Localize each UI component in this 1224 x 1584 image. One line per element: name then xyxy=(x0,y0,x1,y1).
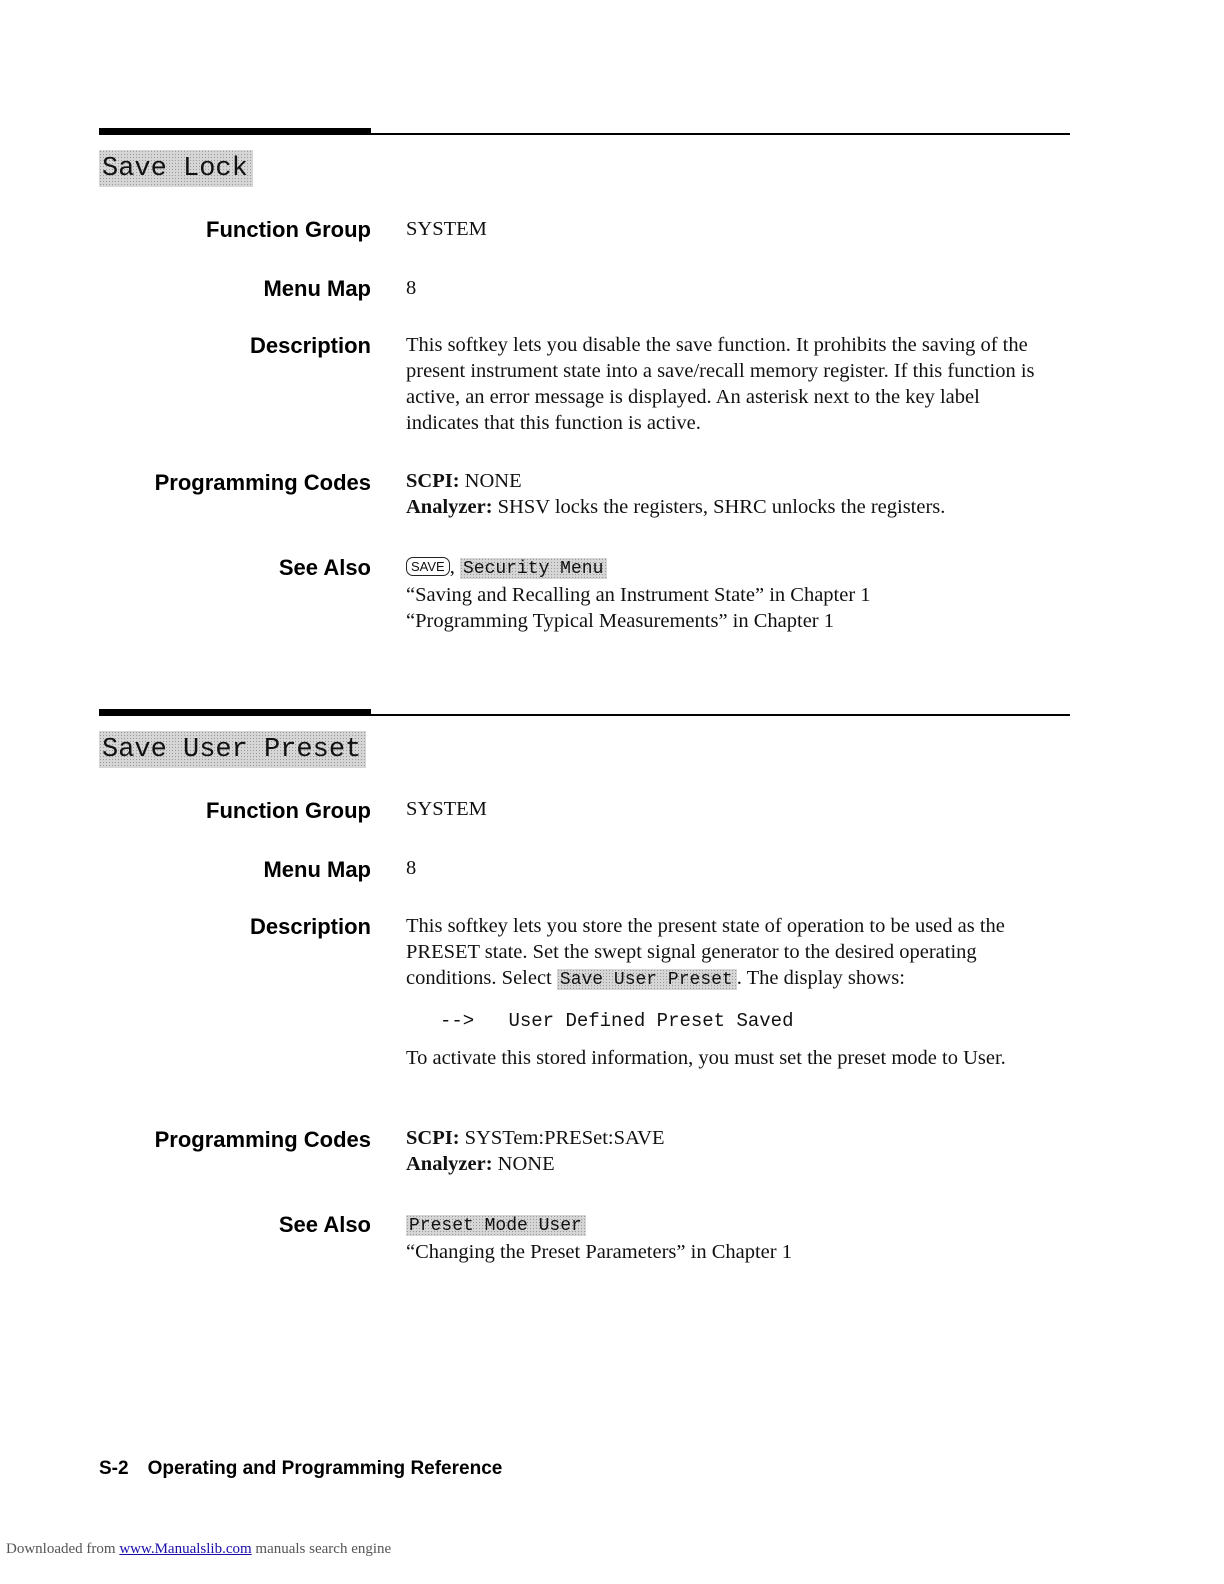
see-also-ref: “Programming Typical Measurements” in Chapter 1 xyxy=(406,610,835,632)
menu-map-value: 8 xyxy=(406,277,417,299)
programming-codes-label: Programming Codes xyxy=(154,1127,371,1152)
section-rule xyxy=(99,709,1070,717)
description-part1: This softkey lets you store the present state of operation to be used as the PRESET state. Set the swept signal generator to the desired operating conditions. Select xyxy=(406,915,1005,989)
programming-codes-label: Programming Codes xyxy=(154,470,371,495)
save-hardkey[interactable]: SAVE xyxy=(406,557,450,576)
download-prefix: Downloaded from xyxy=(6,1541,116,1557)
menu-map-value: 8 xyxy=(406,857,417,879)
menu-map-label: Menu Map xyxy=(263,857,371,882)
page-number: S-2 xyxy=(99,1458,129,1479)
scpi-value: SYSTem:PRESet:SAVE xyxy=(464,1127,665,1149)
description-label: Description xyxy=(249,333,371,358)
display-message-line xyxy=(440,1007,1110,1034)
menu-map-label: Menu Map xyxy=(263,276,371,301)
description-label: Description xyxy=(249,914,371,939)
security-menu-softkey[interactable]: Security Menu xyxy=(460,558,607,579)
description-text xyxy=(406,913,1071,993)
see-also-separator: , xyxy=(449,556,455,578)
display-message: User Defined Preset Saved xyxy=(508,1010,794,1032)
see-also xyxy=(406,1211,1076,1265)
download-suffix: manuals search engine xyxy=(255,1541,392,1557)
display-arrow: --> xyxy=(440,1010,475,1032)
scpi-value: NONE xyxy=(464,470,522,492)
see-also-label: See Also xyxy=(278,1212,371,1237)
programming-codes xyxy=(406,1125,1076,1177)
scpi-label: SCPI: xyxy=(406,470,460,492)
softkey-title-save-user-preset: Save User Preset xyxy=(99,731,366,768)
analyzer-value: SHSV locks the registers, SHRC unlocks the registers. xyxy=(497,496,946,518)
footer-title: Operating and Programming Reference xyxy=(147,1458,503,1479)
description-part2: . The display shows: xyxy=(736,967,905,989)
programming-codes xyxy=(406,468,1076,520)
download-note xyxy=(6,1541,391,1558)
analyzer-value: NONE xyxy=(497,1153,555,1175)
see-also-ref: “Saving and Recalling an Instrument State” in Chapter 1 xyxy=(406,584,871,606)
page-footer xyxy=(99,1458,502,1480)
analyzer-label: Analyzer: xyxy=(406,496,493,518)
manualslib-link[interactable]: www.Manualslib.com xyxy=(119,1541,252,1557)
function-group-label: Function Group xyxy=(206,217,371,242)
section-rule xyxy=(99,128,1070,136)
function-group-value: SYSTEM xyxy=(406,798,487,820)
see-also xyxy=(406,554,1076,634)
softkey-title-save-lock: Save Lock xyxy=(99,150,253,187)
function-group-label: Function Group xyxy=(206,798,371,823)
see-also-label: See Also xyxy=(278,555,371,580)
save-user-preset-softkey[interactable]: Save User Preset xyxy=(557,969,737,990)
scpi-label: SCPI: xyxy=(406,1127,460,1149)
function-group-value: SYSTEM xyxy=(406,218,487,240)
description-text: This softkey lets you disable the save function. It prohibits the saving of the present instrument state into a save/recall memory register. If this function is active, an error message is displayed. An asterisk next to the key label indicates that this function is active. xyxy=(406,334,1035,434)
analyzer-label: Analyzer: xyxy=(406,1153,493,1175)
description-after: To activate this stored information, you must set the preset mode to User. xyxy=(406,1047,1006,1069)
see-also-ref: “Changing the Preset Parameters” in Chapter 1 xyxy=(406,1241,792,1263)
preset-mode-user-softkey[interactable]: Preset Mode User xyxy=(406,1215,586,1236)
